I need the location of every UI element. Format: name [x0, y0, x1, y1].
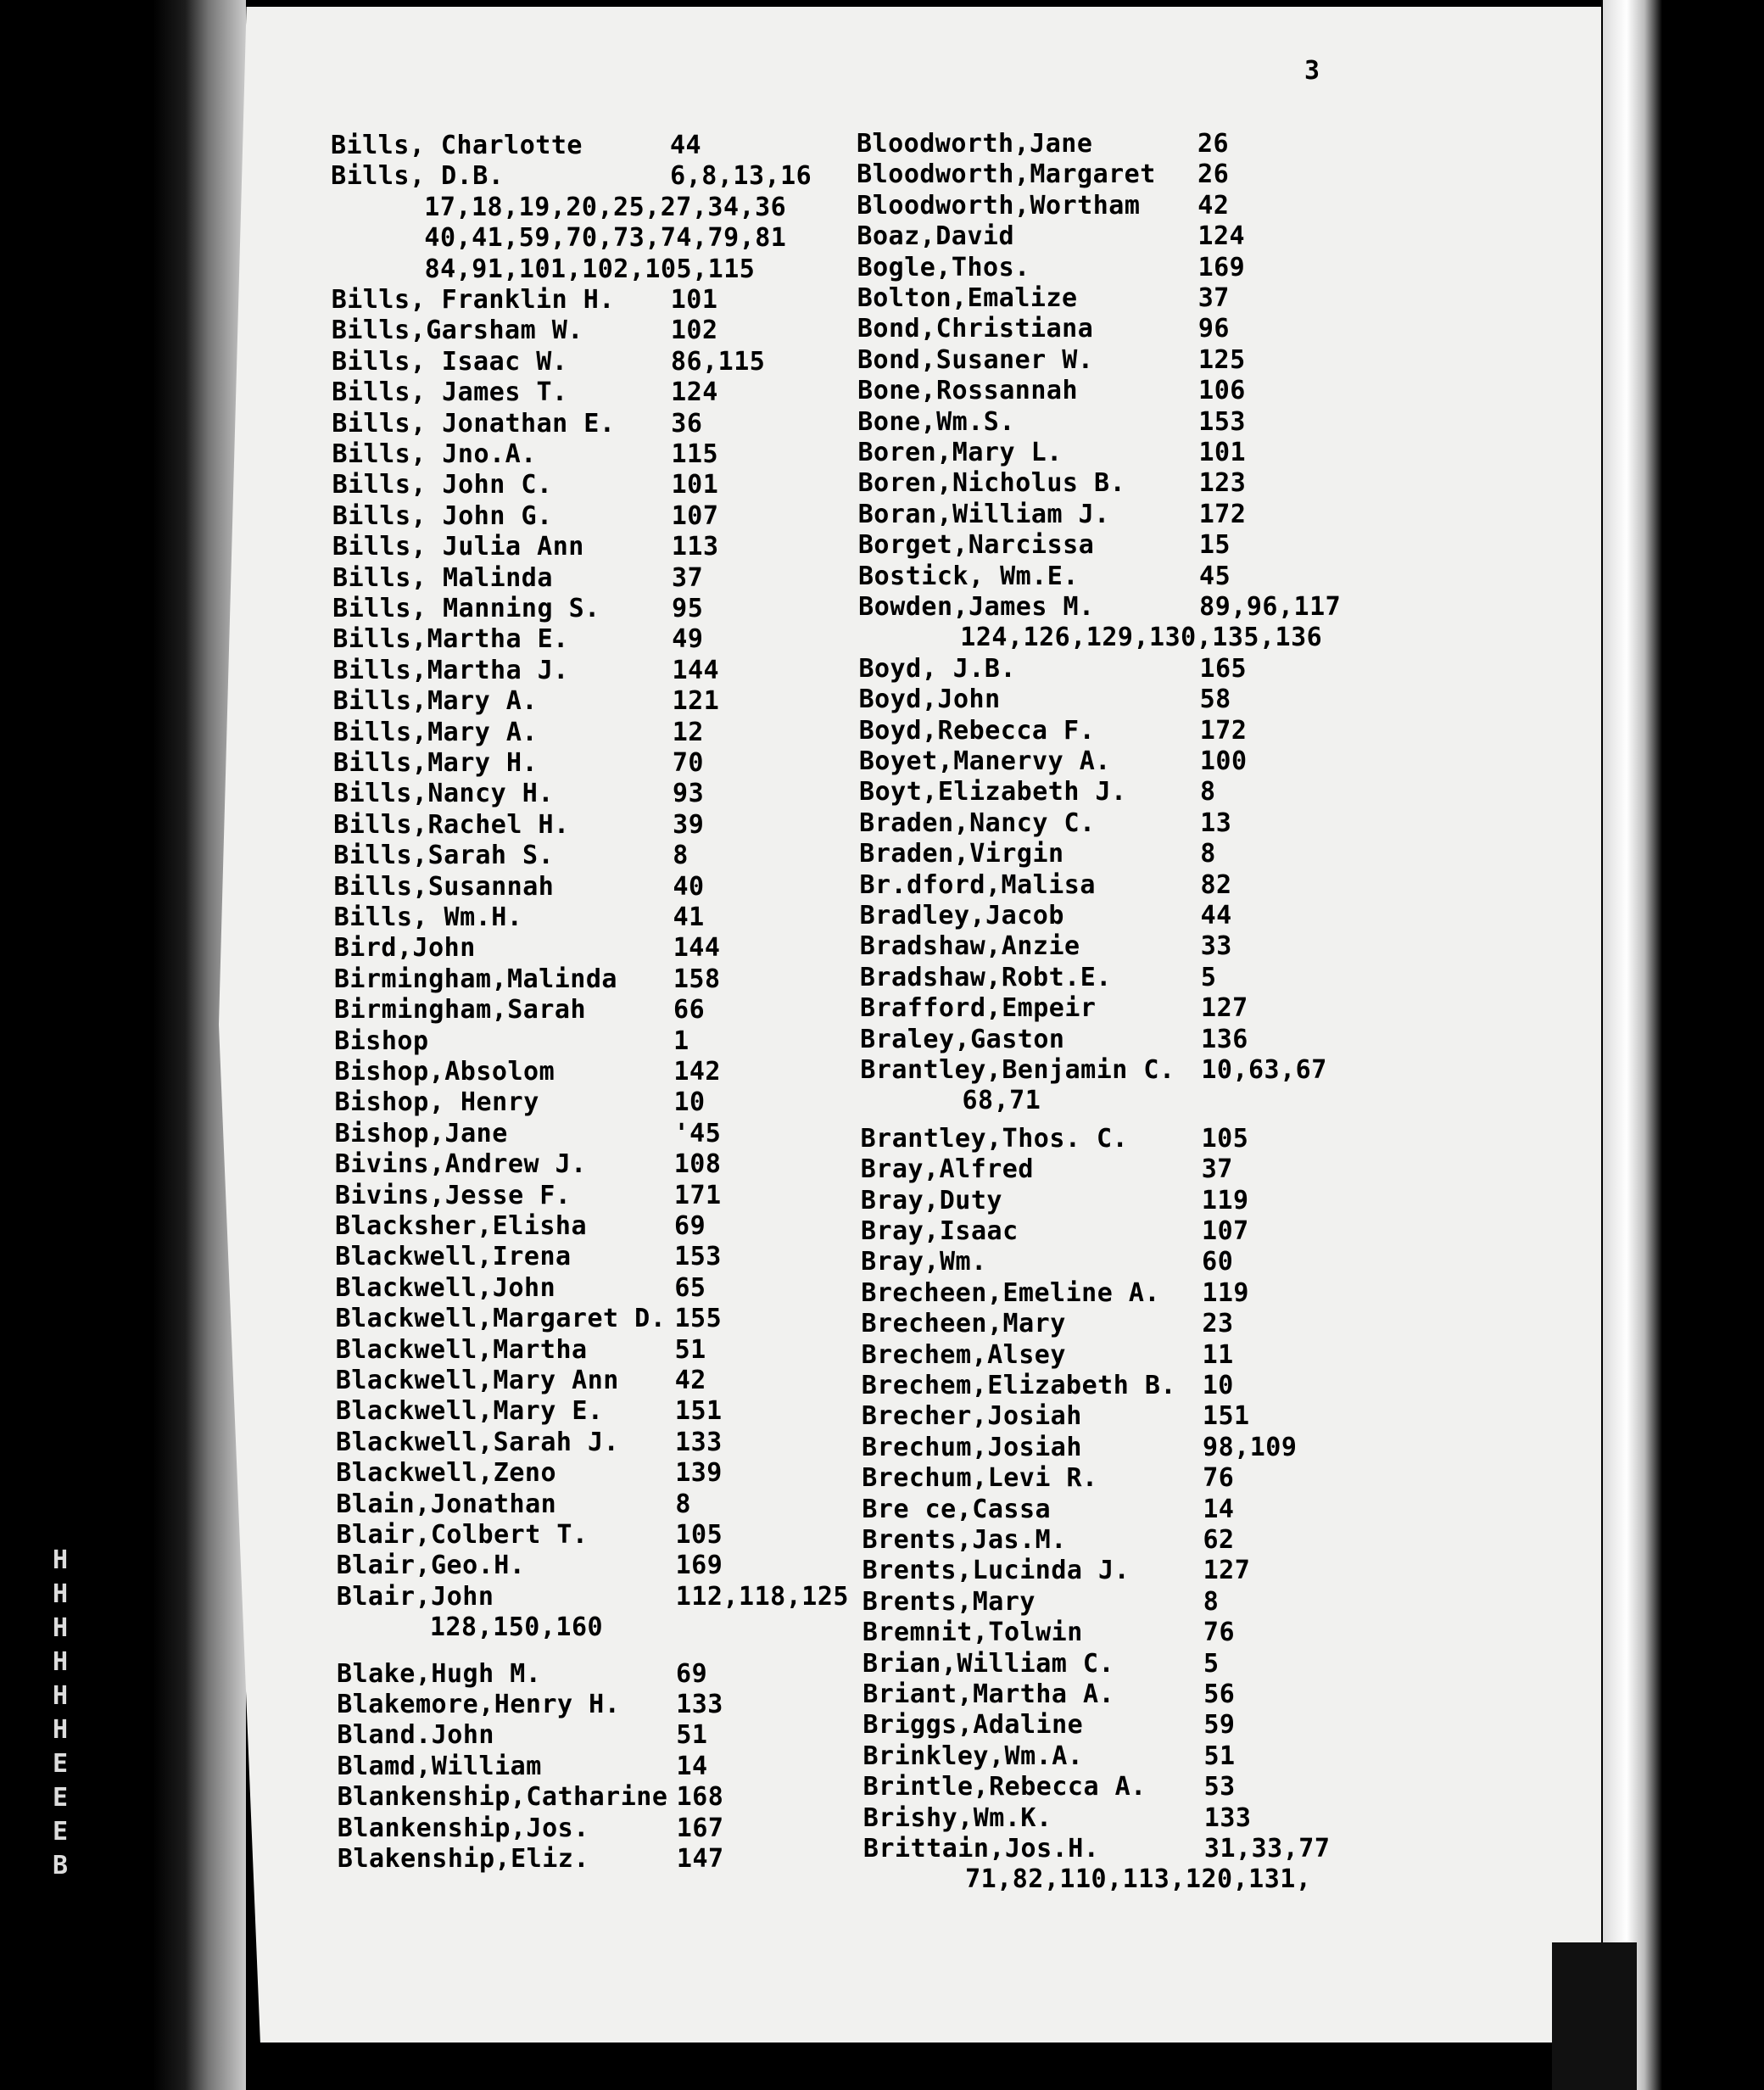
right-entry-pages: 37: [1201, 1154, 1233, 1185]
right-entry-pages: 151: [1202, 1401, 1250, 1432]
right-entry-pages: 13: [1200, 808, 1232, 838]
right-entry-pages: 82: [1200, 869, 1232, 900]
left-entry-pages: 168: [676, 1782, 724, 1813]
left-entry-pages: 153: [674, 1242, 722, 1272]
edge-mark: H: [53, 1715, 69, 1745]
left-entry-name: Bills,Garsham W.: [331, 316, 583, 346]
right-entry-name: Bray,Wm.: [861, 1247, 987, 1277]
right-entry-name: Bray,Alfred: [860, 1154, 1034, 1185]
edge-mark: B: [53, 1851, 69, 1880]
left-entry-name: Bills, James T.: [332, 377, 568, 408]
right-entry-pages: 71,82,110,113,120,131,: [965, 1864, 1312, 1895]
right-entry-pages: 44: [1200, 901, 1232, 930]
right-entry-pages: 8: [1200, 839, 1216, 869]
right-entry-name: Br.dford,Malisa: [859, 869, 1096, 900]
edge-mark: H: [53, 1647, 69, 1677]
left-entry-pages: 40: [673, 871, 705, 902]
left-entry-name: Blain,Jonathan: [336, 1489, 557, 1519]
right-entry-name: Bradley,Jacob: [859, 901, 1064, 930]
left-entry-name: Blackwell,Mary E.: [335, 1396, 604, 1427]
right-entry-name: Briggs,Adaline: [862, 1710, 1084, 1741]
left-entry-name: Bills, D.B.: [331, 161, 505, 192]
right-entry-pages: 8: [1200, 777, 1216, 808]
right-entry-pages: 105: [1201, 1123, 1249, 1154]
right-entry-name: Boyet,Manervy A.: [858, 746, 1111, 776]
left-entry-name: Bills, John C.: [332, 470, 553, 500]
left-entry-name: Bills,Mary H.: [332, 748, 539, 778]
left-entry-pages: 51: [674, 1334, 706, 1365]
left-entry-pages: 167: [676, 1813, 724, 1843]
right-entry-name: Bone,Wm.S.: [857, 406, 1015, 437]
left-entry-name: Blackwell,Zeno: [336, 1458, 557, 1489]
left-entry-pages: 101: [671, 470, 719, 500]
right-entry-name: Brantley,Benjamin C.: [860, 1055, 1175, 1085]
right-entry-pages: 5: [1203, 1648, 1220, 1679]
left-entry-pages: 14: [676, 1751, 708, 1781]
left-entry-name: Blair,John: [336, 1581, 494, 1612]
right-entry-name: Brinkley,Wm.A.: [862, 1741, 1084, 1771]
edge-mark: E: [53, 1817, 69, 1847]
right-entry-name: Brecher,Josiah: [861, 1401, 1082, 1432]
left-entry-name: Bills,Martha E.: [332, 624, 569, 655]
right-entry-pages: 98,109: [1203, 1432, 1298, 1462]
left-entry-name: Bishop: [334, 1025, 429, 1056]
right-entry-name: Boren,Mary L.: [857, 438, 1063, 467]
left-entry-pages: 107: [671, 500, 719, 531]
left-entry-pages: 108: [673, 1149, 722, 1180]
left-entry-name: Bird,John: [333, 933, 476, 964]
right-entry-name: Borget,Narcissa: [857, 530, 1095, 561]
right-entry-pages: 124: [1197, 221, 1246, 252]
left-entry-pages: 144: [673, 933, 721, 964]
left-entry-pages: 105: [675, 1520, 723, 1550]
left-entry-name: Bivins,Andrew J.: [334, 1149, 587, 1180]
left-entry-name: Bills,Mary A.: [332, 717, 539, 747]
right-entry-pages: 14: [1203, 1494, 1235, 1524]
right-entry-pages: 5: [1200, 962, 1217, 992]
right-entry-pages: 45: [1199, 561, 1231, 591]
left-entry-name: Bills, Charlotte: [331, 131, 583, 160]
left-entry-pages: 8: [673, 841, 689, 871]
right-entry-pages: 33: [1200, 931, 1232, 962]
left-entry-name: Blackwell,Margaret D.: [335, 1304, 667, 1334]
left-entry-name: Blackwell,John: [335, 1272, 556, 1303]
left-entry-pages: 151: [674, 1396, 723, 1427]
right-entry-name: Bradshaw,Anzie: [859, 931, 1080, 962]
left-entry-name: Blair,Colbert T.: [336, 1520, 589, 1550]
left-entry-pages: 95: [672, 594, 704, 623]
right-entry-name: Brechem,Alsey: [861, 1339, 1066, 1370]
right-entry-name: Brechum,Josiah: [862, 1432, 1082, 1462]
right-entry-pages: 136: [1201, 1024, 1248, 1054]
right-entry-pages: 31,33,77: [1203, 1834, 1331, 1864]
right-entry-pages: 11: [1202, 1339, 1234, 1370]
right-entry-pages: 106: [1198, 376, 1246, 406]
left-entry-name: Blackwell,Irena: [335, 1242, 572, 1272]
left-entry-pages: 40,41,59,70,73,74,79,81: [424, 223, 787, 254]
left-entry-name: Bivins,Jesse F.: [334, 1180, 572, 1210]
edge-mark: H: [53, 1613, 69, 1643]
left-entry-name: Bishop,Jane: [334, 1118, 508, 1148]
right-entry-pages: 23: [1202, 1309, 1234, 1339]
right-entry-name: Brintle,Rebecca A.: [862, 1772, 1147, 1802]
right-entry-pages: 107: [1202, 1216, 1249, 1246]
left-entry-name: Bills, Jonathan E.: [332, 408, 616, 439]
left-entry-pages: 102: [670, 316, 718, 346]
left-entry-name: Blamd,William: [337, 1751, 542, 1781]
left-entry-pages: 139: [675, 1458, 723, 1489]
right-entry-name: Bolton,Emalize: [857, 283, 1078, 313]
right-entry-pages: 133: [1203, 1802, 1252, 1833]
left-entry-pages: 6,8,13,16: [670, 161, 812, 192]
right-entry-pages: 15: [1198, 530, 1231, 561]
edge-mark: H: [53, 1579, 69, 1609]
left-entry-name: Blakemore,Henry H.: [337, 1690, 621, 1719]
right-entry-name: Braden,Virgin: [859, 839, 1064, 869]
left-entry-name: Bills,Susannah: [333, 871, 555, 902]
left-entry-pages: 86,115: [671, 346, 766, 377]
left-entry-pages: 69: [676, 1658, 708, 1689]
left-entry-name: Blackwell,Mary Ann: [335, 1366, 619, 1395]
right-entry-pages: 26: [1197, 129, 1230, 159]
right-entry-name: Bradshaw,Robt.E.: [859, 962, 1112, 992]
left-entry-name: Bills,Nancy H.: [333, 779, 554, 809]
right-entry-pages: 42: [1197, 190, 1230, 221]
left-entry-pages: 158: [673, 964, 721, 994]
left-entry-pages: 169: [675, 1551, 723, 1581]
right-entry-name: Bone,Rossannah: [857, 376, 1079, 406]
left-entry-name: Bills, Wm.H.: [333, 902, 523, 932]
right-entry-name: Boyd,John: [858, 685, 1001, 715]
right-entry-pages: 172: [1198, 499, 1247, 529]
right-entry-name: Brecheen,Mary: [861, 1309, 1066, 1339]
left-entry-pages: 84,91,101,102,105,115: [424, 254, 756, 284]
edge-mark: H: [53, 1545, 69, 1575]
left-entry-pages: 128,150,160: [429, 1612, 604, 1643]
left-entry-pages: 171: [673, 1180, 722, 1210]
left-entry-pages: 8: [675, 1489, 691, 1519]
left-entry-pages: 155: [674, 1304, 723, 1334]
left-entry-pages: 51: [676, 1720, 708, 1751]
left-entry-pages: 142: [673, 1057, 721, 1087]
right-entry-pages: 26: [1197, 159, 1230, 190]
left-entry-name: Bland.John: [337, 1720, 494, 1751]
right-entry-pages: 51: [1203, 1741, 1236, 1771]
right-entry-pages: 10,63,67: [1201, 1055, 1327, 1085]
left-entry-pages: 49: [672, 624, 704, 655]
left-entry-pages: '45: [673, 1118, 722, 1148]
right-entry-pages: 101: [1198, 438, 1247, 467]
left-entry-pages: 17,18,19,20,25,27,34,36: [424, 192, 787, 222]
left-entry-pages: 41: [673, 902, 705, 932]
left-entry-pages: 39: [673, 809, 705, 840]
right-entry-pages: 56: [1203, 1679, 1236, 1709]
left-entry-pages: 113: [671, 532, 719, 562]
left-entry-pages: 121: [672, 686, 720, 717]
right-entry-pages: 58: [1199, 685, 1231, 715]
right-entry-name: Bray,Isaac: [861, 1216, 1019, 1246]
left-entry-name: Bishop, Henry: [334, 1087, 539, 1118]
edge-mark: E: [53, 1783, 69, 1813]
scanner-border: [1552, 1942, 1637, 2090]
left-entry-name: Blackwell,Martha: [335, 1334, 588, 1365]
left-entry-pages: 144: [672, 655, 720, 685]
left-entry-pages: 69: [674, 1211, 706, 1241]
right-entry-name: Brecheen,Emeline A.: [861, 1277, 1160, 1308]
right-entry-name: Boran,William J.: [857, 499, 1110, 529]
left-entry-name: Bills,Rachel H.: [333, 809, 570, 840]
right-entry-pages: 68,71: [962, 1086, 1041, 1116]
right-entry-pages: 10: [1202, 1371, 1234, 1400]
right-entry-pages: 76: [1203, 1618, 1236, 1648]
right-entry-pages: 62: [1203, 1525, 1235, 1555]
right-entry-name: Brafford,Empeir: [860, 993, 1097, 1024]
right-entry-name: Brents,Mary: [862, 1586, 1036, 1617]
right-entry-name: Boaz,David: [857, 221, 1015, 252]
right-entry-pages: 125: [1198, 344, 1246, 375]
right-entry-name: Boyt,Elizabeth J.: [859, 777, 1127, 808]
right-entry-name: Bre ce,Cassa: [862, 1494, 1052, 1524]
left-entry-name: Bills, Julia Ann: [332, 532, 584, 562]
right-entry-pages: 169: [1197, 252, 1246, 282]
right-entry-name: Bogle,Thos.: [857, 252, 1030, 282]
left-entry-pages: 66: [673, 995, 706, 1025]
left-entry-pages: 147: [676, 1844, 724, 1874]
left-entry-pages: 133: [676, 1690, 723, 1719]
right-entry-pages: 96: [1197, 314, 1230, 344]
left-entry-pages: 65: [674, 1272, 706, 1303]
right-entry-pages: 153: [1198, 406, 1246, 437]
right-entry-name: Brents,Jas.M.: [862, 1525, 1067, 1555]
edge-mark: E: [53, 1749, 69, 1779]
right-entry-name: Bloodworth,Wortham: [857, 190, 1141, 221]
left-entry-name: Birmingham,Malinda: [333, 964, 617, 994]
left-entry-pages: 1: [673, 1025, 689, 1056]
left-entry-pages: 36: [671, 408, 703, 439]
left-entry-pages: 37: [672, 562, 704, 593]
right-entry-pages: 119: [1201, 1185, 1249, 1215]
right-entry-name: Bond,Susaner W.: [857, 344, 1094, 375]
right-entry-pages: 37: [1197, 283, 1230, 313]
left-entry-name: Bills,Sarah S.: [333, 841, 555, 871]
right-entry-pages: 165: [1199, 653, 1248, 684]
right-entry-name: Brian,William C.: [862, 1648, 1115, 1679]
left-entry-name: Bills, John G.: [332, 500, 553, 531]
left-entry-pages: 44: [670, 131, 702, 160]
edge-tab-marks: [53, 1544, 78, 1883]
right-entry-name: Bowden,James M.: [858, 592, 1095, 622]
right-entry-name: Boyd,Rebecca F.: [858, 715, 1096, 746]
right-entry-pages: 59: [1203, 1710, 1236, 1741]
right-entry-name: Boyd, J.B.: [858, 653, 1017, 684]
right-entry-name: Braden,Nancy C.: [859, 808, 1096, 838]
right-entry-pages: 53: [1203, 1772, 1236, 1802]
page-stack-edge: [1603, 0, 1662, 2090]
right-entry-name: Brishy,Wm.K.: [862, 1802, 1052, 1833]
left-entry-name: Bills, Isaac W.: [332, 346, 568, 377]
left-entry-pages: 115: [671, 439, 719, 469]
left-entry-pages: 101: [670, 285, 718, 315]
right-entry-name: Bond,Christiana: [857, 314, 1094, 344]
right-entry-name: Bloodworth,Margaret: [857, 159, 1156, 190]
right-entry-pages: 89,96,117: [1199, 592, 1342, 622]
right-entry-pages: 76: [1203, 1463, 1235, 1494]
left-entry-name: Blair,Geo.H.: [336, 1551, 526, 1581]
right-entry-name: Brantley,Thos. C.: [860, 1123, 1129, 1154]
left-entry-name: Bills, Malinda: [332, 562, 553, 593]
right-entry-name: Brechum,Levi R.: [862, 1463, 1098, 1494]
left-entry-name: Bills,Martha J.: [332, 655, 569, 685]
right-entry-name: Bremnit,Tolwin: [862, 1618, 1083, 1648]
left-entry-pages: 70: [672, 748, 704, 778]
left-entry-name: Blacksher,Elisha: [335, 1211, 588, 1241]
left-entry-pages: 42: [674, 1366, 706, 1395]
right-entry-pages: 8: [1203, 1586, 1220, 1617]
right-entry-name: Bloodworth,Jane: [857, 129, 1093, 159]
right-entry-pages: 100: [1199, 746, 1248, 776]
left-entry-name: Bills, Manning S.: [332, 594, 600, 623]
right-entry-pages: 124,126,129,130,135,136: [960, 623, 1323, 653]
left-entry-pages: 12: [672, 717, 704, 747]
left-entry-pages: 124: [671, 377, 718, 408]
left-entry-pages: 10: [673, 1087, 706, 1118]
left-entry-pages: 93: [673, 779, 705, 809]
left-entry-name: Blakenship,Eliz.: [337, 1844, 589, 1874]
left-entry-name: Blankenship,Jos.: [337, 1813, 589, 1843]
right-entry-name: Brechem,Elizabeth B.: [861, 1371, 1176, 1400]
left-entry-name: Bills,Mary A.: [332, 686, 538, 717]
edge-mark: H: [53, 1681, 69, 1711]
right-entry-pages: 172: [1199, 715, 1248, 746]
right-entry-pages: 60: [1202, 1247, 1234, 1277]
left-entry-name: Bills, Franklin H.: [331, 285, 615, 315]
left-entry-name: Birmingham,Sarah: [334, 995, 587, 1025]
right-entry-name: Briant,Martha A.: [862, 1679, 1115, 1709]
right-entry-name: Boren,Nicholus B.: [857, 468, 1126, 499]
right-entry-pages: 127: [1201, 993, 1248, 1024]
right-entry-name: Bray,Duty: [860, 1185, 1002, 1215]
right-entry-name: Bostick, Wm.E.: [858, 561, 1079, 591]
left-entry-name: Bills, Jno.A.: [332, 439, 537, 469]
left-entry-name: Bishop,Absolom: [334, 1057, 555, 1087]
left-entry-name: Blankenship,Catharine: [337, 1782, 668, 1813]
right-entry-pages: 127: [1203, 1556, 1251, 1586]
left-entry-pages: 112,118,125: [675, 1581, 849, 1612]
left-entry-pages: 133: [675, 1427, 723, 1457]
right-entry-name: Brittain,Jos.H.: [862, 1834, 1100, 1864]
right-entry-pages: 123: [1198, 468, 1247, 499]
right-entry-name: Brents,Lucinda J.: [862, 1556, 1130, 1586]
right-entry-pages: 119: [1202, 1277, 1249, 1308]
right-entry-name: Braley,Gaston: [860, 1024, 1065, 1054]
page-number: 3: [1304, 56, 1320, 86]
left-entry-name: Blackwell,Sarah J.: [336, 1427, 620, 1457]
left-entry-name: Blake,Hugh M.: [337, 1658, 542, 1689]
